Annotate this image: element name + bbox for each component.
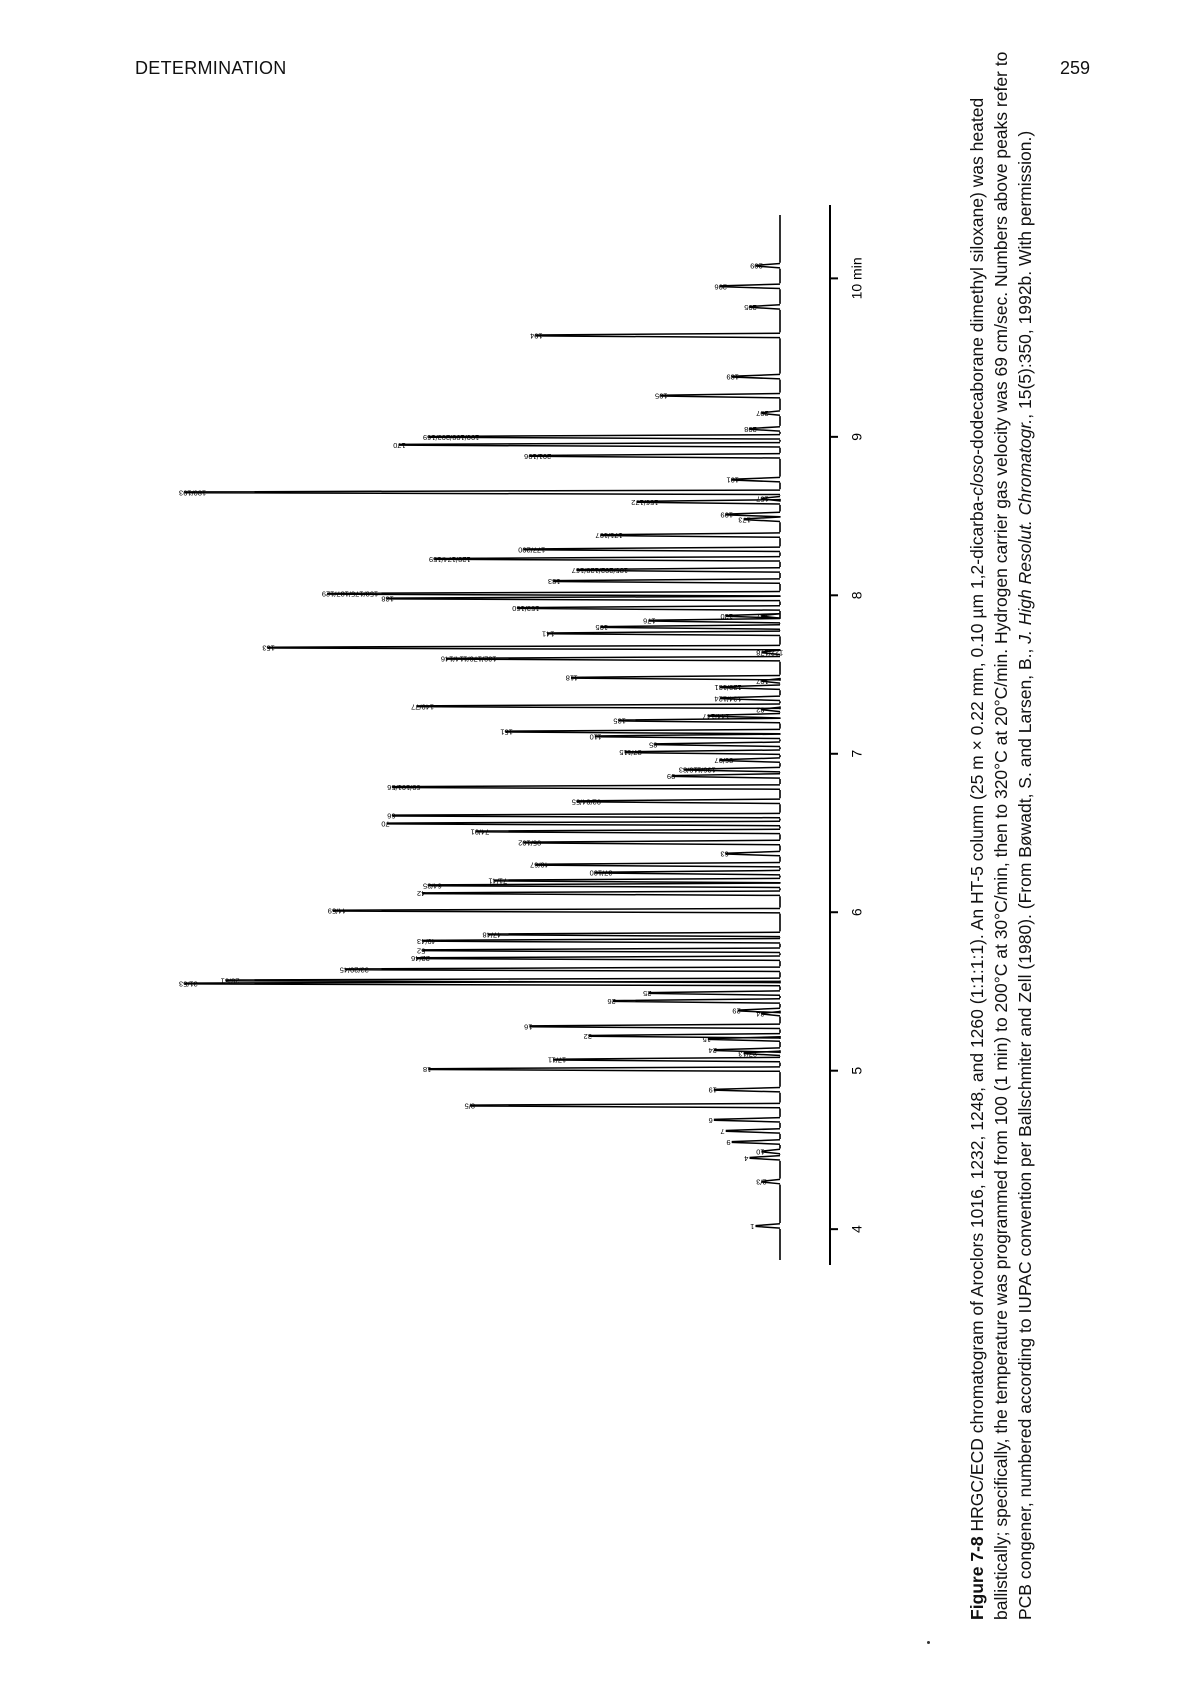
time-axis-tick-label: 4 — [848, 1225, 865, 1234]
peak-label: 87/115 — [619, 748, 642, 758]
chromatogram-peak — [494, 878, 780, 882]
chromatogram-peak — [488, 932, 780, 936]
chromatogram-peak — [393, 785, 780, 789]
peak-label: 44/59 — [327, 906, 347, 916]
chromatogram-peak — [518, 606, 780, 610]
peak-label: 28/51 — [220, 976, 240, 986]
peak-label: 25 — [643, 989, 652, 999]
peak-label: 135 — [613, 716, 626, 726]
chromatogram-peak — [477, 829, 780, 833]
figure-label: Figure 7-8 — [967, 1536, 987, 1620]
caption-text-2: -dodecaborane dimethyl siloxane) was heated ballistically; specifically, the temperature was programmed from 100 (1 min) to 200°C at 30°C/min, then to 320°C at 20°C/min. Hydrogen carrier gas velocity was 69 cm/sec. Numbers above peaks refer to PCB congener, numbered according to IUPAC convention per Ballschmiter and Zell (1980). (From Bøwadt, S. and Larsen, B., — [967, 51, 1035, 1620]
peak-label: 173 — [738, 515, 751, 525]
chromatogram-peak — [625, 750, 780, 754]
peak-label: 180/193 — [179, 488, 207, 498]
chromatogram-peak — [429, 1067, 780, 1071]
chromatogram-peak — [185, 490, 780, 494]
peak-label: 17/11 — [547, 1055, 567, 1065]
running-title: DETERMINATION — [135, 58, 287, 78]
peak-label: 134/124 — [714, 694, 742, 704]
peak-label: 136/119/83 — [678, 765, 716, 775]
peak-label: 33/20/45 — [339, 965, 369, 975]
peak-label: 177/200 — [518, 545, 546, 555]
peak-label: 22/46 — [411, 954, 430, 964]
chromatogram-peak — [536, 333, 780, 337]
peak-label: 99 — [666, 771, 676, 781]
peak-label: 123/131 — [714, 683, 742, 693]
peak-label: 195 — [655, 391, 668, 401]
peak-label: 158/175/187/129 — [321, 589, 379, 599]
chromatogram-peak — [423, 891, 780, 895]
page-header — [135, 58, 1090, 88]
peak-label: 15 — [702, 1035, 711, 1045]
peak-label: 74/91 — [470, 827, 490, 837]
peak-label: 137 — [756, 611, 769, 621]
chromatogram-peak — [429, 883, 780, 887]
peak-label: 95/102 — [518, 838, 542, 848]
time-axis-tick-label: 6 — [848, 908, 865, 917]
peak-label: 26 — [607, 996, 616, 1006]
chromatogram-peak — [524, 840, 780, 844]
chromatogram-peak — [732, 1140, 780, 1144]
peak-label: 19 — [708, 1085, 717, 1095]
peak-label: 149/77 — [411, 702, 435, 712]
peak-label: 130 — [720, 611, 733, 621]
chromatogram-peak — [423, 939, 780, 943]
peak-label: 171/197 — [595, 531, 623, 541]
peak-label: 107 — [756, 676, 769, 686]
chromatogram-peak — [530, 1024, 780, 1028]
peak-label: 201/196 — [524, 451, 552, 461]
chromatogram-peak — [393, 813, 780, 817]
peak-label: 18 — [422, 1065, 432, 1075]
chromatogram-peak — [578, 799, 780, 803]
peak-label: 176 — [643, 616, 656, 626]
chromatogram-peak — [756, 1224, 780, 1228]
chromatogram-peak — [649, 991, 780, 995]
peak-label: 138 — [381, 594, 394, 604]
peak-label: 31/53 — [179, 979, 198, 989]
peak-label: 151 — [500, 727, 513, 737]
chromatogram-peak — [726, 1129, 780, 1133]
chromatogram-peak — [530, 454, 780, 458]
peak-label: 207 — [756, 409, 769, 419]
peak-label: 205 — [744, 302, 757, 312]
peak-label: 118 — [565, 673, 578, 683]
peak-label: 40/67 — [530, 860, 549, 870]
chromatogram-peak — [387, 596, 780, 600]
caption-italic-1: closo — [967, 454, 987, 496]
chromatogram-peak — [596, 870, 780, 874]
peak-label: 206 — [714, 282, 728, 292]
peak-label: 49/43 — [417, 936, 436, 946]
chromatogram-peak — [590, 1034, 780, 1038]
time-axis-tick-label: 7 — [848, 749, 865, 758]
peak-label: 6 — [708, 1115, 713, 1125]
peak-label: 185/202/128/167 — [571, 565, 629, 575]
chromatogram-peak — [655, 742, 780, 746]
chromatogram-peak — [227, 978, 780, 982]
peak-label: 191 — [726, 475, 739, 485]
peak-label: 47/48 — [482, 930, 502, 940]
caption-text-1: HRGC/ECD chromatogram of Aroclors 1016, 1232, 1248, and 1260 (1:1:1:1). An HT-5 column (25 m × 0.22 mm, 0.10 µm 1,2-dicarba- — [967, 495, 987, 1532]
chromatogram-peak — [548, 631, 780, 635]
peak-label: 199 — [720, 510, 733, 520]
chromatogram-peak — [619, 718, 780, 722]
chromatogram-chart — [130, 120, 1010, 1460]
peak-label: 8/5 — [464, 1101, 476, 1111]
peak-label: 7 — [720, 1126, 725, 1136]
chromatogram-peak — [715, 1118, 780, 1122]
time-axis-tick-label: 9 — [848, 432, 865, 441]
chromatogram-peak — [726, 851, 780, 855]
peak-label: 183 — [547, 577, 561, 587]
peak-label: 70 — [381, 819, 390, 829]
chromatogram-peak — [429, 435, 780, 439]
chromatogram-peak — [423, 948, 780, 952]
peak-label: 27/13 — [738, 1049, 758, 1059]
peak-label: 4 — [744, 1153, 749, 1163]
chromatogram-peak — [471, 1103, 780, 1107]
figure-caption — [965, 40, 1037, 1620]
peak-label: 34 — [756, 1009, 765, 1019]
peak-label: 209 — [750, 261, 763, 271]
peak-label: 170 — [393, 440, 406, 450]
peak-label: 110 — [589, 732, 602, 742]
chromatogram-peak — [417, 956, 780, 960]
chromatogram-peak — [268, 645, 780, 649]
chromatogram-peak — [506, 729, 780, 733]
peak-label: 153/160 — [512, 604, 540, 614]
chromatogram-peak — [726, 512, 780, 516]
peak-label: 24 — [708, 1046, 717, 1056]
peak-label: 92/84/55 — [571, 797, 601, 807]
chromatogram-peak — [524, 547, 780, 551]
chromatogram-peak — [596, 734, 780, 738]
peak-label: 153 — [262, 643, 275, 653]
chromatogram-peak — [417, 704, 780, 708]
peak-label: 10 — [756, 1147, 765, 1157]
chromatogram-peak — [346, 967, 780, 971]
chromatogram-peak — [602, 625, 781, 629]
caption-text-3: , 15(5):350, 1992b. With permission.) — [1015, 130, 1035, 419]
page-number: 259 — [1059, 58, 1090, 78]
chromatogram-peak — [536, 862, 780, 866]
peak-label: 9 — [726, 1138, 731, 1148]
peak-label: 16 — [524, 1022, 533, 1032]
peak-label: 71/41 — [488, 876, 508, 886]
peak-label: 32 — [583, 1031, 592, 1041]
peak-label: 194 — [530, 331, 543, 341]
peak-label: 144/147 — [702, 711, 730, 721]
peak-label: 37/100 — [589, 868, 613, 878]
peak-label: 42 — [417, 889, 426, 899]
chromatogram-peak — [602, 533, 781, 537]
chromatogram-peak — [435, 557, 780, 561]
caption-italic-2: J. High Resolut. Chromatogr. — [1015, 418, 1035, 644]
peak-label: 132/179/114/146 — [440, 654, 497, 664]
peak-label: 52 — [417, 946, 426, 956]
chromatogram-peak — [334, 908, 780, 912]
time-axis-tick-label: 10 min — [848, 257, 865, 300]
peak-label: 105 — [595, 623, 609, 633]
time-axis-tick-label: 8 — [848, 591, 865, 600]
peak-label: 29 — [732, 1006, 741, 1016]
peak-label: 189 — [726, 372, 739, 382]
chromatogram-peak — [554, 579, 780, 583]
peak-label: 82 — [756, 705, 765, 715]
chromatogram-peak — [715, 1088, 780, 1092]
chromatogram-peak — [387, 821, 780, 825]
peak-label: 122/178 — [756, 648, 784, 658]
peak-label: 66 — [387, 811, 396, 821]
peak-label: 64/35 — [422, 881, 442, 891]
peak-label: 86/97 — [714, 756, 734, 766]
peak-label: 128/174/159 — [428, 554, 471, 564]
peak-label: 85 — [649, 740, 658, 750]
chromatogram-peak — [572, 676, 780, 680]
peak-label: 63 — [720, 849, 729, 859]
chromatogram-peak — [399, 443, 780, 447]
peak-label: 141 — [541, 629, 555, 639]
chromatogram-peak — [721, 284, 781, 288]
peak-label: 1 — [750, 1222, 755, 1232]
chromatogram-peak — [661, 393, 780, 397]
stray-mark — [927, 1641, 930, 1644]
peak-label: 2/3 — [756, 1177, 767, 1187]
peak-label: 157 — [756, 494, 769, 504]
peak-label: 156/172 — [631, 497, 659, 507]
peak-label: 190/198/203/169 — [422, 432, 480, 442]
chromatogram-peak — [613, 999, 780, 1003]
peak-label: 60/101/56 — [387, 783, 421, 793]
plot-area — [179, 205, 865, 1265]
time-axis-tick-label: 5 — [848, 1066, 865, 1075]
peak-label: 208 — [744, 424, 757, 434]
chromatogram-peak — [328, 592, 780, 596]
